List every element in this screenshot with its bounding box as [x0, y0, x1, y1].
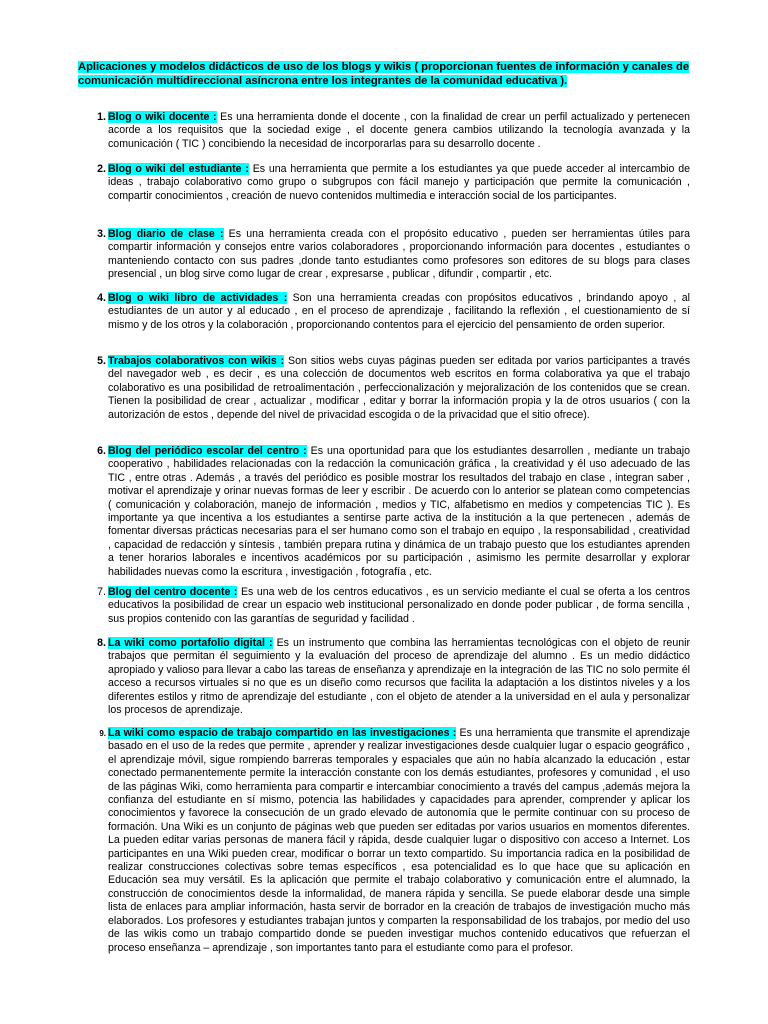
- item-heading: Trabajos colaborativos con wikis :: [108, 355, 285, 367]
- list-item-7: [97, 586, 690, 626]
- item-number: 5.: [97, 355, 106, 367]
- item-number: 6.: [97, 445, 106, 457]
- list-item-4: [97, 292, 690, 332]
- item-text: Es una herramienta donde el docente , con la finalidad de crear un perfil actualizado y pertenecen acorde a los requisitos que la sociedad exige , el docente genera cambios utilizando la tecnología avanzada y la comunicación ( TIC ) concibiendo la necesidad de incorporarlas para su desarrollo docente .: [108, 111, 690, 150]
- item-number: 9.: [99, 729, 106, 738]
- item-heading: Blog diario de clase :: [108, 228, 224, 240]
- document-title: [78, 60, 690, 88]
- list-item-3: [97, 228, 690, 282]
- list-item-5: [97, 355, 690, 422]
- item-text: Son sitios webs cuyas páginas pueden ser editada por varios participantes a través del navegador web , es decir , es una colección de documentos web escritos en forma colaborativa ya que el trabajo colaborativo es una posibilidad de retroalimentación , perfeccionalización y mejoralización de los contenidos que se crean. Tienen la posibilidad de crear , actualizar , modificar , editar y borrar la información propia y la de otros usuarios ( con la autorización de estos , depende del nivel de privacidad escogida o de la privacidad que el sitio ofrece).: [108, 355, 690, 421]
- item-text: Es una herramienta creada con el propósito educativo , pueden ser herramientas útiles para compartir información y consejos entre varios colaboradores , proporcionando información para docentes , estudiantes o manteniendo contacto con sus padres ,donde tanto estudiantes como profesores son editores de su blogs para clases presencial , un blog sirve como lugar de crear , expresarse , publicar , difundir , compartir , etc.: [108, 228, 690, 281]
- item-text: Es una herramienta que permite a los estudiantes ya que puede acceder al intercambio de ideas , trabajo colaborativo como grupo o subgrupos con fácil manejo y participación que permite la comunicación , compartir conocimientos , creación de nuevo contenidos multimedia e interacción social de los participantes.: [108, 163, 690, 202]
- item-number: 2.: [97, 163, 106, 175]
- item-heading: Blog del periódico escolar del centro :: [108, 445, 307, 457]
- item-text: Es un instrumento que combina las herramientas tecnológicas con el objeto de reunir trabajos que permitan él seguimiento y la evaluación del proceso de aprendizaje del alumno . Es un medio didáctico apropiado y valioso para llevar a cabo las tareas de enseñanza y aprendizaje en la integración de las TIC no solo permite él acceso a recursos virtuales si no que es un diseño como recursos que facilita la adaptación a los distintos niveles y a los diferentes estilos y ritmo de aprendizaje del estudiante , con el objeto de atender a la universidad en el aula y personalizar los procesos de aprendizaje.: [108, 637, 690, 717]
- list-item-8: [97, 637, 690, 717]
- list-item-9: [99, 727, 690, 955]
- list-item-2: [97, 163, 690, 203]
- list-item-6: [97, 445, 690, 579]
- item-number: 7.: [97, 586, 106, 598]
- item-number: 3.: [97, 228, 106, 240]
- document-title-text: Aplicaciones y modelos didácticos de uso de los blogs y wikis ( proporcionan fuentes de información y canales de comunicación multidireccional asíncrona entre los integrantes de la comunidad educativa ).: [78, 61, 690, 87]
- item-heading: La wiki como portafolio digital :: [108, 637, 273, 649]
- item-text: Son una herramienta creadas con propósitos educativos , brindando apoyo , al estudiantes de un autor y al educado , en el proceso de aprendizaje , facilitando la reflexión , el cuestionamiento de sí mismo y de los otros y la colaboración , proporcionando contentos para el ejercicio del pensamiento de orden superior.: [108, 292, 690, 331]
- item-heading: La wiki como espacio de trabajo compartido en las investigaciones :: [108, 727, 457, 739]
- item-heading: Blog del centro docente :: [108, 586, 238, 598]
- item-heading: Blog o wiki docente :: [108, 111, 217, 123]
- item-number: 8.: [97, 637, 106, 649]
- item-number: 1.: [97, 111, 106, 123]
- item-text: Es una oportunidad para que los estudiantes desarrollen , mediante un trabajo cooperativo , habilidades relacionadas con la redacción la comunicación gráfica , la creatividad y él uso adecuado de las TIC , entre otras . Además , a través del periódico es posible mostrar los resultados del trabajo en clase , integran saber , motivar el aprendizaje y orinar nuevas formas de leer y escribir . De acuerdo con lo anterior se platean como competencias ( comunicación y colaboración, manejo de información , medios y TIC, alfabetismo en medios y competencias TIC ). Es importante ya que incentiva a los estudiantes a sentirse parte activa de la institución a la que pertenecen , además de fomentar diversas prácticas necesarias para el ser humano como son el trabajo en equipo , la responsabilidad , creatividad , capacidad de redacción y síntesis , también prepara rutina y dinámica de un trabajo puesto que los estudiantes aprenden a tener horarios laborales e incentivos académicos por su participación , asimismo les permite desarrollar y explorar habilidades nuevas como la escritura , investigación , fotografía , etc.: [108, 445, 690, 578]
- item-text: Es una web de los centros educativos , es un servicio mediante el cual se oferta a los centros educativos la posibilidad de crear un espacio web institucional personalizado en donde poder publicar , de forma sencilla , sus propios contenido con las garantías de seguridad y facilidad .: [108, 586, 690, 625]
- item-heading: Blog o wiki del estudiante :: [108, 163, 249, 175]
- item-text: Es una herramienta que transmite el aprendizaje basado en el uso de la redes que permite , aprender y realizar investigaciones desde cualquier lugar o espacio geográfico , el aprendizaje móvil, sigue rompiendo barreras temporales y espaciales que aún no había alcanzado la educación , estar conectado permanentemente permite la interacción constante con los demás estudiantes, profesores y comunidad , el uso de las páginas Wiki, como herramienta para compartir e intercambiar conocimiento a través del campus ,además mejora la confianza del estudiante en sí mismo, potencia las habilidades y capacidades para aprender, comprender y aplicar los conocimientos y favorece la consecución de un grado elevado de autonomía que le permite continuar con su proceso de formación. Una Wiki es un conjunto de páginas web que pueden ser editadas por varios usuarios en momentos diferentes. La pueden editar varias personas de manera fácil y rápida, desde cualquier lugar o dispositivo con acceso a Internet. Los participantes en una Wiki pueden crear, modificar o borrar un texto compartido. Su importancia radica en la posibilidad de realizar construcciones colectivas sobre temas específicos , esa potencialidad es lo que hace que su aplicación en Educación sea muy versátil. Es la aplicación que permite el trabajo colaborativo y comunicación entre el alumnado, la construcción de conocimientos desde la informalidad, de manera rápida y sencilla. Se puede elaborar desde una simple lista de enlaces para ampliar información, hasta servir de borrador en la creación de trabajos de investigación mucho más elaborados. Los profesores y estudiantes trabajan juntos y comparten la responsabilidad de los trabajos, por medio del uso de las wikis como un trabajo compartido donde se pueden investigar muchos contenido educativos que refuerzan el proceso enseñanza – aprendizaje , son importantes tanto para el estudiante como para el profesor.: [108, 727, 690, 954]
- list-item-1: [97, 111, 690, 151]
- item-number: 4.: [97, 292, 106, 304]
- item-heading: Blog o wiki libro de actividades :: [108, 292, 288, 304]
